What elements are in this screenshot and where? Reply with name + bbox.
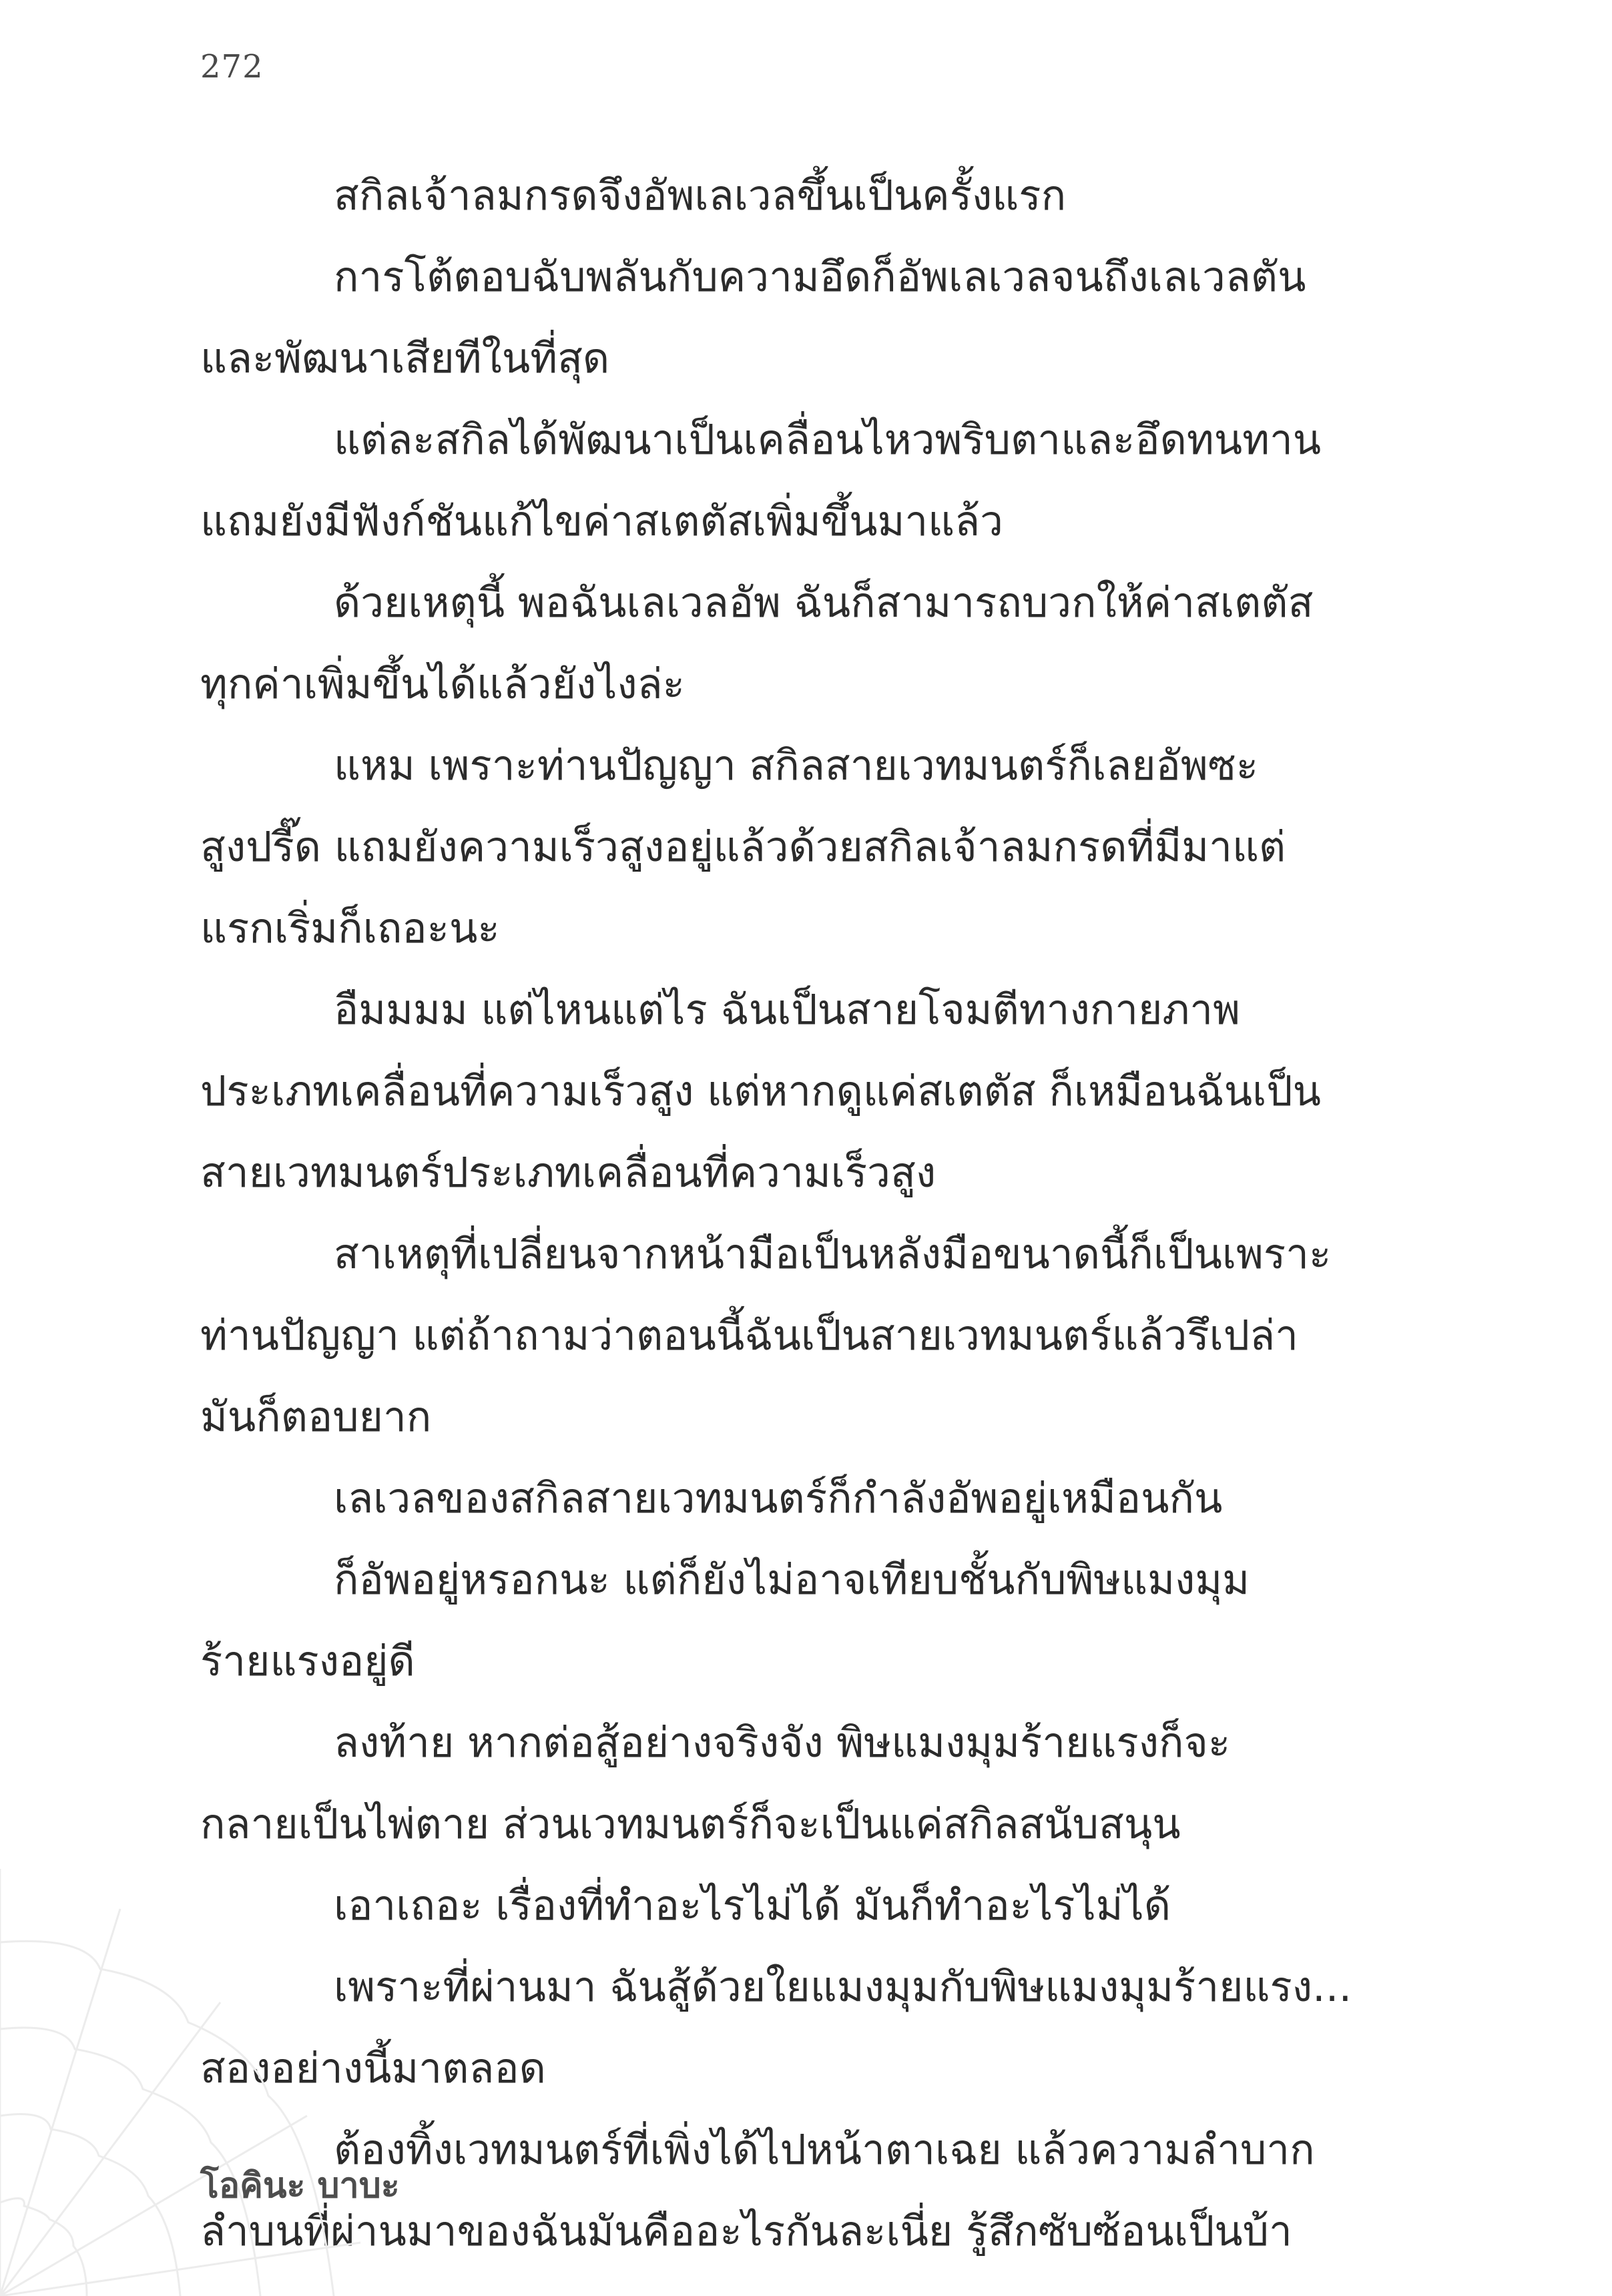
text-line: การโต้ตอบฉับพลันกับความอึดก็อัพเลเวลจนถึงเลเวลตัน: [334, 252, 1306, 301]
text-line: ด้วยเหตุนี้ พอฉันเลเวลอัพ ฉันก็สามารถบวกให้ค่าสเตตัส: [334, 578, 1314, 627]
text-line: ทุกค่าเพิ่มขึ้นได้แล้วยังไงล่ะ: [200, 659, 685, 708]
text-line: เอาเถอะ เรื่องที่ทำอะไรไม่ได้ มันก็ทำอะไรไม่ได้: [334, 1881, 1171, 1930]
text-line: แถมยังมีฟังก์ชันแก้ไขค่าสเตตัสเพิ่มขึ้นมาแล้ว: [200, 497, 1003, 545]
page-number: 272: [200, 48, 264, 85]
text-line: ลงท้าย หากต่อสู้อย่างจริงจัง พิษแมงมุมร้ายแรงก็จะ: [334, 1718, 1231, 1767]
text-line: มันก็ตอบยาก: [200, 1392, 432, 1441]
text-line: และพัฒนาเสียทีในที่สุด: [200, 334, 610, 382]
text-line: ลำบนที่ผ่านมาของฉันมันคืออะไรกันละเนี่ย รู้สึกซับซ้อนเป็นบ้า: [200, 2207, 1292, 2255]
text-line: สายเวทมนตร์ประเภทเคลื่อนที่ความเร็วสูง: [200, 1148, 936, 1197]
text-line: ประเภทเคลื่อนที่ความเร็วสูง แต่หากดูแค่สเตตัส ก็เหมือนฉันเป็น: [200, 1067, 1322, 1115]
text-line: สาเหตุที่เปลี่ยนจากหน้ามือเป็นหลังมือขนาดนี้ก็เป็นเพราะ: [334, 1229, 1332, 1278]
book-title-footer: โอคินะ บาบะ: [200, 2166, 400, 2206]
text-line: กลายเป็นไพ่ตาย ส่วนเวทมนตร์ก็จะเป็นแค่สกิลสนับสนุน: [200, 1799, 1181, 1848]
text-line: แรกเริ่มก็เถอะนะ: [200, 904, 500, 952]
text-line: สองอย่างนี้มาตลอด: [200, 2044, 546, 2092]
text-line: สูงปรี๊ด แถมยังความเร็วสูงอยู่แล้วด้วยสกิลเจ้าลมกรดที่มีมาแต่: [200, 822, 1286, 871]
text-line: แหม เพราะท่านปัญญา สกิลสายเวทมนตร์ก็เลยอัพซะ: [334, 741, 1259, 790]
body-text: [200, 155, 1412, 2272]
text-line: เลเวลของสกิลสายเวทมนตร์ก็กำลังอัพอยู่เหมือนกัน: [334, 1474, 1223, 1522]
spiderweb-decoration: [0, 1829, 374, 2296]
text-line: ท่านปัญญา แต่ถ้าถามว่าตอนนี้ฉันเป็นสายเวทมนตร์แล้วรึเปล่า: [200, 1311, 1298, 1360]
text-line: แต่ละสกิลได้พัฒนาเป็นเคลื่อนไหวพริบตาและอึดทนทาน: [334, 415, 1322, 464]
text-line: สกิลเจ้าลมกรดจึงอัพเลเวลขึ้นเป็นครั้งแรก: [334, 171, 1067, 220]
text-line: เพราะที่ผ่านมา ฉันสู้ด้วยใยแมงมุมกับพิษแมงมุมร้ายแรง...: [334, 1962, 1352, 2011]
text-line: ต้องทิ้งเวทมนตร์ที่เพิ่งได้ไปหน้าตาเฉย แล้วความลำบาก: [334, 2125, 1315, 2174]
text-line: อืมมมม แต่ไหนแต่ไร ฉันเป็นสายโจมตีทางกายภาพ: [334, 985, 1240, 1034]
text-line: ร้ายแรงอยู่ดี: [200, 1637, 415, 1685]
text-line: ก็อัพอยู่หรอกนะ แต่ก็ยังไม่อาจเทียบชั้นกับพิษแมงมุม: [334, 1555, 1250, 1604]
